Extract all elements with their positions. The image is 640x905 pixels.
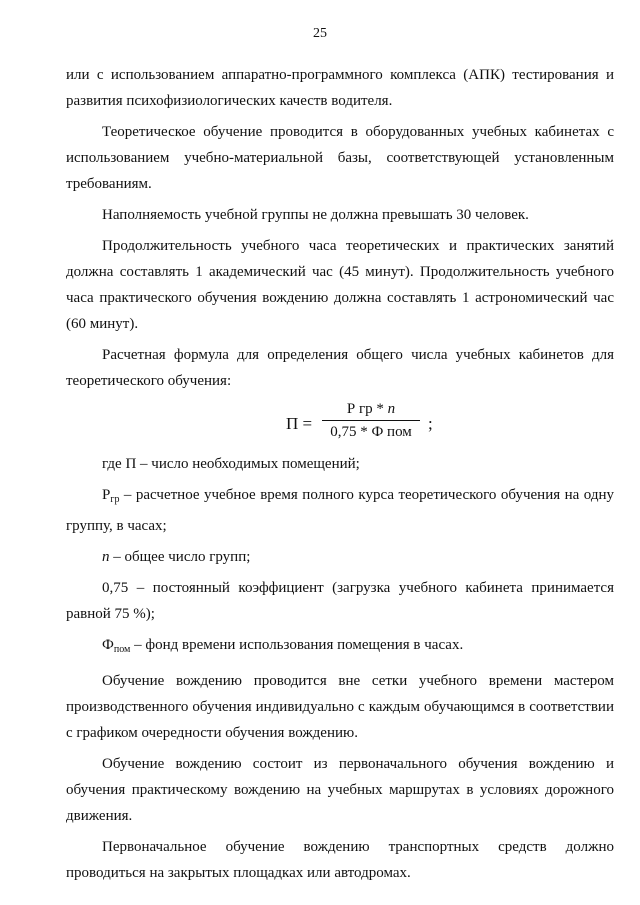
- paragraph: Продолжительность учебного часа теоретических и практических занятий должна составлять 1 академический час (45 минут). Продолжительность учебного часа практического обучения вождению должна составлять 1 астрономический час (60 минут).: [66, 238, 614, 332]
- paragraph: Расчетная формула для определения общего числа учебных кабинетов для теоретического обучения:: [66, 347, 614, 389]
- formula-numerator: [316, 399, 426, 419]
- paragraph: Обучение вождению проводится вне сетки учебного времени мастером производственного обучения индивидуально с каждым обучающимся в соответствии с графиком очередности обучения вождению.: [66, 673, 614, 741]
- fraction-bar: [322, 420, 420, 421]
- paragraph: Наполняемость учебной группы не должна превышать 30 человек.: [102, 207, 529, 223]
- paragraph: 0,75 – постоянный коэффициент (загрузка учебного кабинета принимается равной 75 %);: [66, 580, 614, 622]
- definition-text: – расчетное учебное время полного курса теоретического обучения на одну группу, в часах;: [66, 487, 614, 534]
- formula-tail: ;: [428, 414, 433, 433]
- paragraph: [66, 482, 614, 539]
- formula: [66, 399, 614, 447]
- paragraph: Обучение вождению состоит из первоначального обучения вождению и обучения практическому вождению на учебных маршрутах в условиях дорожного движения.: [66, 756, 614, 824]
- formula-denominator: 0,75 * Ф пом: [330, 424, 412, 440]
- paragraph: [66, 632, 614, 663]
- paragraph: где П – число необходимых помещений;: [102, 456, 360, 472]
- formula-numerator-text: Р гр *: [346, 401, 388, 417]
- symbol: n: [102, 549, 110, 565]
- paragraph: Теоретическое обучение проводится в оборудованных учебных кабинетах с использованием учебно-материальной базы, соответствующей установленным требованиям.: [66, 124, 614, 192]
- definition-text: – фонд времени использования помещения в часах.: [130, 637, 464, 653]
- paragraph: [66, 544, 614, 570]
- symbol-subscript: гр: [110, 494, 120, 505]
- formula-fraction: [316, 399, 426, 442]
- symbol-subscript: пом: [113, 644, 131, 655]
- page-number: 25: [313, 26, 327, 41]
- symbol: Ф: [102, 637, 114, 653]
- paragraph: Первоначальное обучение вождению транспортных средств должно проводиться на закрытых площадках или автодромах.: [66, 839, 614, 881]
- symbol: Р: [102, 487, 111, 503]
- definition-text: – общее число групп;: [109, 549, 251, 565]
- formula-numerator-var: n: [387, 401, 396, 417]
- document-body: [66, 62, 614, 891]
- paragraph: или с использованием аппаратно-программного комплекса (АПК) тестирования и развития психофизиологических качеств водителя.: [66, 67, 614, 109]
- formula-lhs: П =: [286, 414, 313, 433]
